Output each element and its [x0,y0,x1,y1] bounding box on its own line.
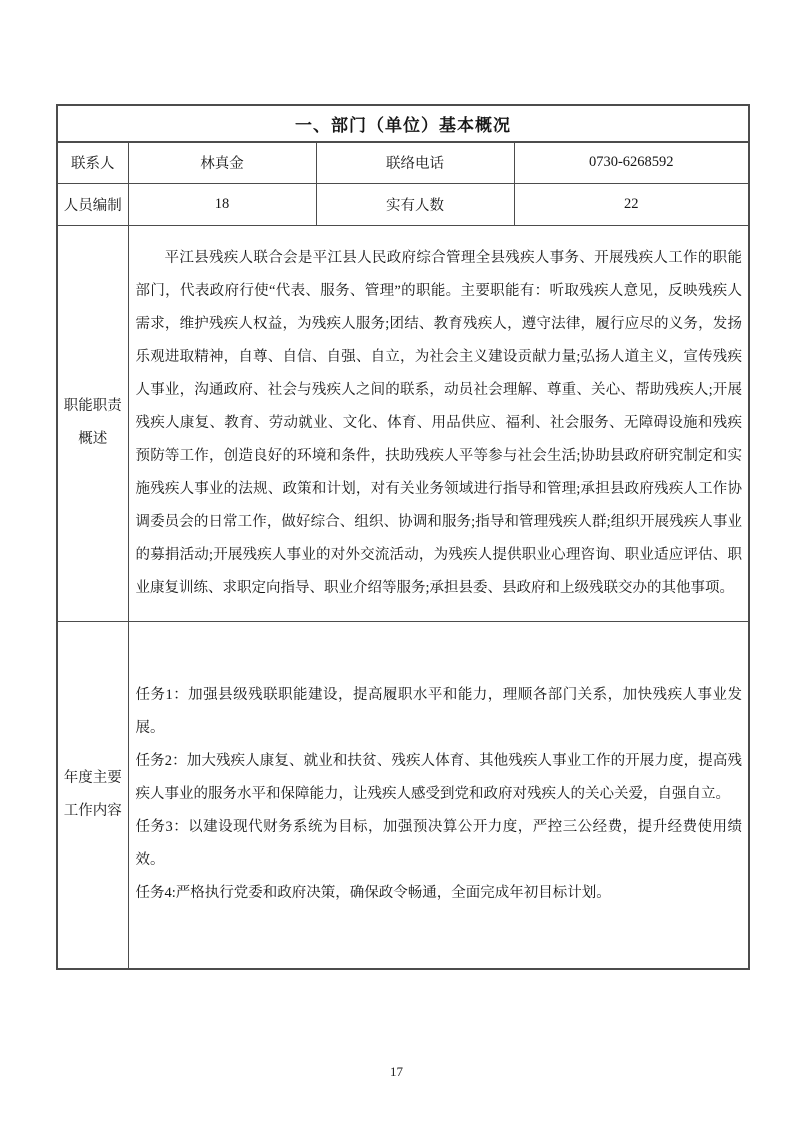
staff-quota-value: 18 [128,183,316,225]
task-2: 任务2：加大残疾人康复、就业和扶贫、残疾人体育、其他残疾人事业工作的开展力度，提高残疾人事业的服务水平和保障能力，让残疾人感受到党和政府对残疾人的关心关爱，自强自立。 [135,753,742,803]
duties-text: 平江县残疾人联合会是平江县人民政府综合管理全县残疾人事务、开展残疾人工作的职能部门，代表政府行使“代表、服务、管理”的职能。主要职能有：听取残疾人意见，反映残疾人需求，维护残疾人权益，为残疾人服务;团结、教育残疾人，遵守法律，履行应尽的义务，发扬乐观进取精神，自尊、自信、自强、自立，为社会主义建设贡献力量;弘扬人道主义，宣传残疾人事业，沟通政府、社会与残疾人之间的联系，动员社会理解、尊重、关心、帮助残疾人;开展残疾人康复、教育、劳动就业、文化、体育、用品供应、福利、社会服务、无障碍设施和残疾预防等工作，创造良好的环境和条件，扶助残疾人平等参与社会生活;协助县政府研究制定和实施残疾人事业的法规、政策和计划，对有关业务领域进行指导和管理;承担县政府残疾人工作协调委员会的日常工作，做好综合、组织、协调和服务;指导和管理残疾人群;组织开展残疾人事业的募捐活动;开展残疾人事业的对外交流活动，为残疾人提供职业心理咨询、职业适应评估、职业康复训练、求职定向指导、职业介绍等服务;承担县委、县政府和上级残联交办的其他事项。 [135,249,742,596]
annual-work-text-cell [128,621,749,969]
actual-staff-label: 实有人数 [316,183,514,225]
duties-label-line1: 职能职责 [63,398,122,414]
annual-work-label-line1: 年度主要 [63,769,122,786]
contact-phone-value: 0730-6268592 [514,142,749,183]
contact-phone-label: 联络电话 [316,142,514,183]
table-title-row [57,105,749,142]
contact-person-value: 林真金 [128,142,316,183]
duties-row [57,225,749,621]
annual-work-label-line2: 工作内容 [63,802,122,819]
duties-label-line2: 概述 [78,431,108,447]
staff-quota-label: 人员编制 [57,183,128,225]
task-4: 任务4:严格执行党委和政府决策，确保政令畅通，全面完成年初目标计划。 [135,885,611,902]
annual-work-row [57,621,749,969]
duties-label [57,225,128,621]
task-3: 任务3：以建设现代财务系统为目标，加强预决算公开力度，严控三公经费，提升经费使用绩效。 [135,819,742,869]
duties-text-cell [128,225,749,621]
actual-staff-value: 22 [514,183,749,225]
department-overview-table [56,104,750,970]
page-number: 17 [390,1064,403,1079]
task-1: 任务1：加强县级残联职能建设，提高履职水平和能力，理顺各部门关系，加快残疾人事业发展。 [135,687,742,737]
contact-person-label: 联系人 [57,142,128,183]
section-title: 一、部门（单位）基本概况 [57,105,749,142]
annual-work-label [57,621,128,969]
staffing-row [57,183,749,225]
contact-row [57,142,749,183]
